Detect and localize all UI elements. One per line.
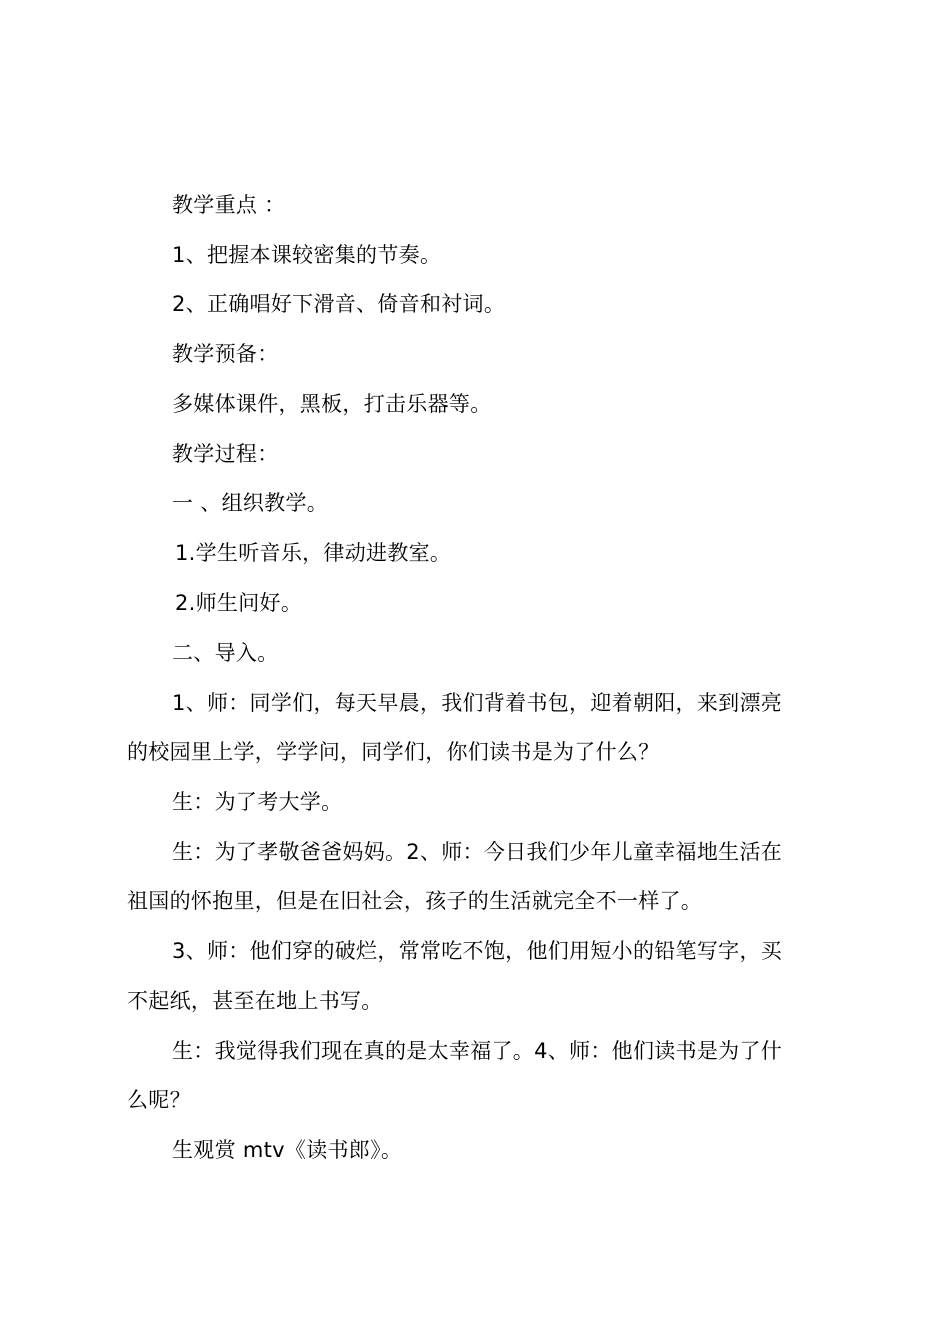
focus-item-1: 1、把握本课较密集的节奏。 — [172, 243, 442, 267]
focus-item-2: 2、正确唱好下滑音、倚音和衬词。 — [172, 292, 506, 316]
step-introduction: 二、导入。 — [172, 641, 279, 665]
paragraph-4-line-1: 3、师：他们穿的破烂，常常吃不饱，他们用短小的铅笔写字，买 — [172, 939, 783, 963]
paragraph-1-line-1: 1、师：同学们，每天早晨，我们背着书包，迎着朝阳，来到漂亮 — [172, 691, 783, 715]
heading-teaching-focus: 教学重点 ： — [172, 193, 286, 217]
paragraph-4-line-2: 不起纸，甚至在地上书写。 — [127, 989, 383, 1013]
prep-materials: 多媒体课件，黑板，打击乐器等。 — [172, 392, 492, 416]
paragraph-5-line-2: 么呢？ — [127, 1088, 191, 1112]
step-organize-teaching: 一 、组织教学。 — [172, 491, 329, 515]
paragraph-3-line-2: 祖国的怀抱里，但是在旧社会，孩子的生活就完全不一样了。 — [127, 889, 703, 913]
heading-teaching-process: 教学过程： — [172, 442, 279, 466]
paragraph-3-line-1: 生：为了孝敬爸爸妈妈。2、师：今日我们少年儿童幸福地生活在 — [172, 840, 783, 864]
step-1-item-1: 1.学生听音乐，律动进教室。 — [175, 541, 452, 565]
paragraph-5-line-1: 生：我觉得我们现在真的是太幸福了。4、师：他们读书是为了什 — [172, 1039, 783, 1063]
step-1-item-2: 2.师生问好。 — [175, 591, 303, 615]
paragraph-2: 生：为了考大学。 — [172, 790, 343, 814]
paragraph-1-line-2: 的校园里上学，学学问，同学们，你们读书是为了什么？ — [127, 740, 660, 764]
heading-teaching-prep: 教学预备： — [172, 342, 279, 366]
paragraph-6: 生观赏 mtv《读书郎》。 — [172, 1138, 403, 1162]
